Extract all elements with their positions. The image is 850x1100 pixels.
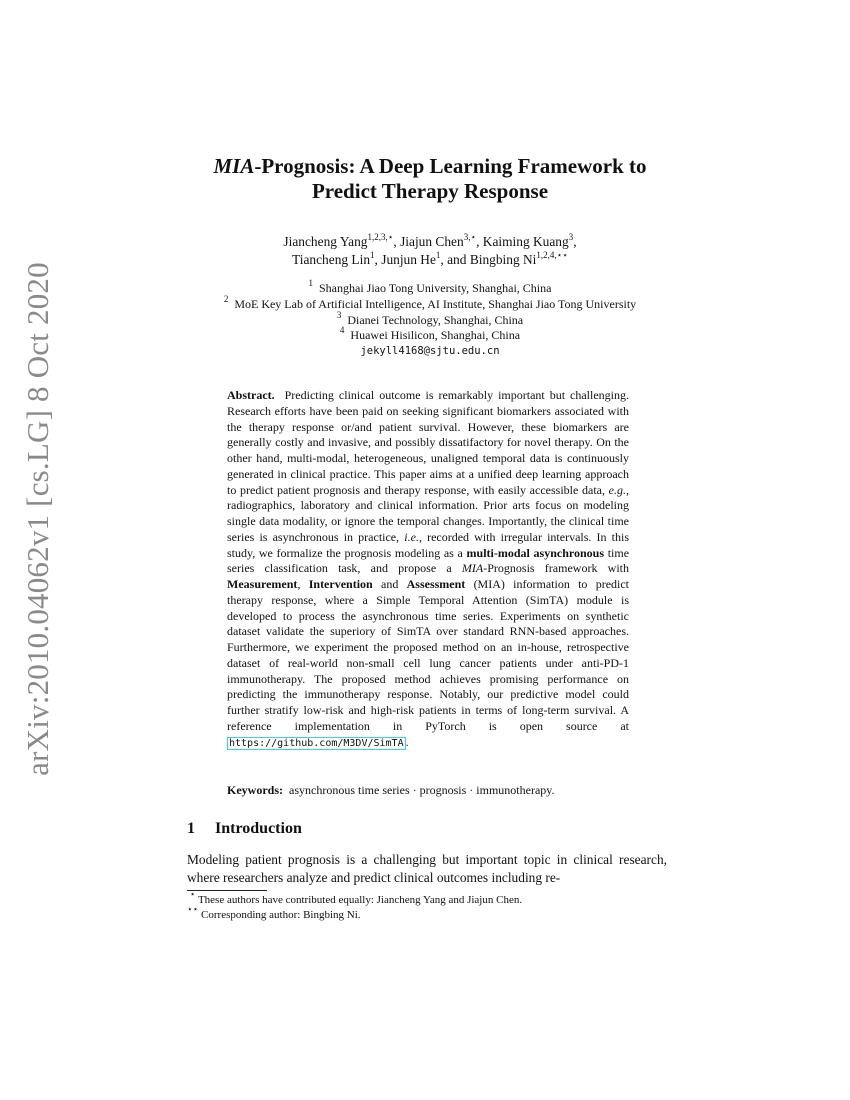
footnote-rule <box>187 890 267 891</box>
author-name: Tiancheng Lin <box>292 252 371 267</box>
author-mark: 3,⋆ <box>463 231 477 242</box>
author-mark: 1 <box>370 249 375 260</box>
keywords <box>227 782 629 798</box>
affiliation-list <box>140 278 720 360</box>
arxiv-stamp: arXiv:2010.04062v1 [cs.LG] 8 Oct 2020 <box>20 262 55 776</box>
code-link[interactable]: https://github.com/M3DV/SimTA <box>229 737 404 749</box>
title-line2: Predict Therapy Response <box>311 179 549 203</box>
author-mark: 1,2,4,⋆⋆ <box>536 249 568 260</box>
footnote: ⋆ These authors have contributed equally: Jiancheng Yang and Jiajun Chen. <box>189 889 523 906</box>
contact-email[interactable]: jekyll4168@sjtu.edu.cn <box>360 345 500 358</box>
abstract: Abstract. Predicting clinical outcome is remarkably important but challenging. Research efforts have been paid on seeking significant biomarkers associated with the therapy response or/and patient survival. However, these biomarkers are generally costly and invasive, and possibly dissatifactory for novel therapy. On the other hand, multi-modal, heterogeneous, unaligned temporal data is continuously generated in clinical practice. This paper aims at a unified deep learning approach to predict patient prognosis and therapy response, with easily accessible data, e.g., radiographics, laboratory and clinical information. Prior arts focus on modeling single data modality, or ignore the temporal changes. Importantly, the clinical time series is asynchronous in practice, i.e., recorded with irregular intervals. In this study, we formalize the prognosis modeling as a multi-modal asynchronous time series classification task, and propose a MIA-Prognosis framework with Measurement, Intervention and Assessment (MIA) information to predict therapy response, where a Simple Temporal Attention (SimTA) module is developed to process the asynchronous time series. Experiments on synthetic dataset validate the superiory of SimTA over standard RNN-based approaches. Furthermore, we experiment the proposed method on an in-house, retrospective dataset of real-world non-small cell lung cancer patients under anti-PD-1 immunotherapy. The proposed method achieves promising performance on predicting the immunotherapy response. Notably, our predictive model could further stratify low-risk and high-risk patients in terms of long-term survival. A reference implementation in PyTorch is open source at https://github.com/M3DV/SimTA . <box>227 388 630 749</box>
section-heading <box>187 820 302 838</box>
author-list: Jiancheng Yang$^{1,2,3,⋆}$, Jiajun Chen$^{3,⋆}$, Kaiming Kuang$^3$, Tiancheng Lin$^1$, Junjun He$^1$, and Bingbing $Ni^{1,2,4,⋆⋆}$ <box>283 231 577 267</box>
author-name: Jiancheng Yang <box>283 234 368 249</box>
section-number: 1 <box>187 820 195 837</box>
affiliation: $^3$ Dianei Technology, Shanghai, China <box>336 309 524 327</box>
title-line1: -Prognosis: A Deep Learning Framework to <box>254 154 647 178</box>
author-mark: 1 <box>435 249 441 260</box>
author-name: Junjun He <box>381 252 436 267</box>
author-mark: 3 <box>568 231 574 242</box>
affiliation: $^4$ Huawei Hisilicon, Shanghai, China <box>339 325 521 343</box>
footnote: ⋆⋆ Corresponding author: Bingbing Ni. <box>187 904 361 921</box>
keywords-text: asynchronous time series · prognosis · immunotherapy. <box>289 783 555 797</box>
affiliation: $^2$ MoE Key Lab of Artificial Intelligence, AI Institute, Shanghai Jiao Tong University <box>223 293 637 311</box>
intro-paragraph: Modeling patient prognosis is a challenging but important topic in clinical research, where researchers analyze and predict clinical outcomes including re- <box>187 852 667 885</box>
author-name: Jiajun Chen <box>400 234 464 249</box>
abstract-label: Abstract. <box>227 388 275 402</box>
section-title: Introduction <box>215 820 302 837</box>
paper-title <box>150 154 710 204</box>
affiliation: $^1$ Shanghai Jiao Tong University, Shanghai, China <box>308 278 552 295</box>
author-name: Bingbing Ni <box>469 252 537 267</box>
keywords-label: Keywords: <box>227 783 283 797</box>
author-name: Kaiming Kuang <box>482 234 569 249</box>
author-mark: 1,2,3,⋆ <box>367 231 394 242</box>
footnotes <box>187 889 667 923</box>
title-italic-part: MIA <box>213 154 255 178</box>
